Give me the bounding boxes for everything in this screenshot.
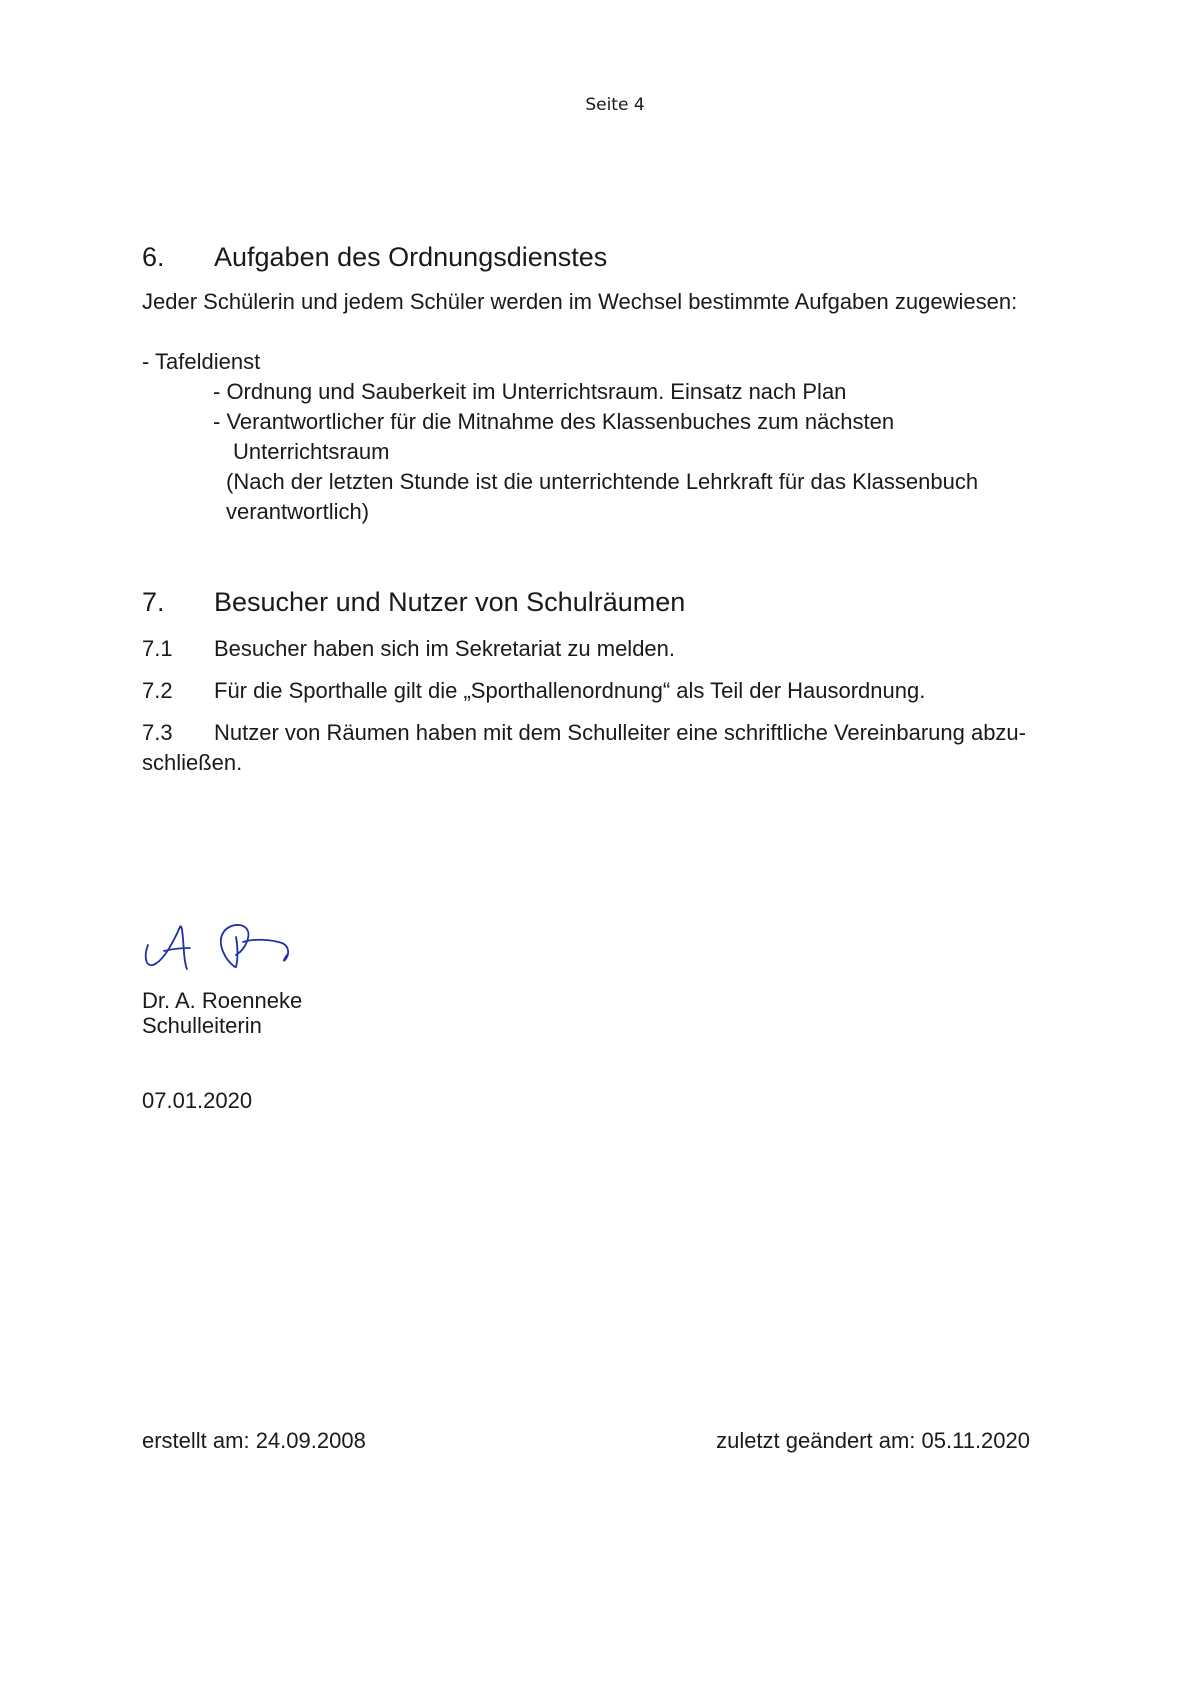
list-item: - Verantwortlicher für die Mitnahme des Klassenbuches zum nächsten bbox=[213, 409, 895, 434]
handwritten-signature bbox=[140, 915, 310, 975]
list-item: - Ordnung und Sauberkeit im Unterrichtsraum. Einsatz nach Plan bbox=[213, 379, 847, 404]
section-6-title: Aufgaben des Ordnungsdienstes bbox=[214, 242, 608, 272]
list-item-continuation: Unterrichtsraum bbox=[233, 439, 390, 464]
list-note: (Nach der letzten Stunde ist die unterrichtende Lehrkraft für das Klassenbuch bbox=[226, 469, 979, 494]
clause-text-continuation: schließen. bbox=[142, 750, 243, 775]
signatory-role: Schulleiterin bbox=[142, 1013, 262, 1038]
clause-number: 7.2 bbox=[142, 678, 173, 703]
section-6-intro: Jeder Schülerin und jedem Schüler werden im Wechsel bestimmte Aufgaben zugewiesen: bbox=[142, 289, 1018, 314]
clause-text: Nutzer von Räumen haben mit dem Schulleiter eine schriftliche Vereinbarung abzu- bbox=[214, 720, 1026, 745]
page-header: Seite 4 bbox=[585, 95, 645, 115]
section-7-title: Besucher und Nutzer von Schulräumen bbox=[214, 587, 686, 617]
clause-text: Für die Sporthalle gilt die „Sporthallenordnung“ als Teil der Hausordnung. bbox=[214, 678, 926, 703]
clause-number: 7.3 bbox=[142, 720, 173, 745]
signature-date: 07.01.2020 bbox=[142, 1088, 253, 1113]
list-note-continuation: verantwortlich) bbox=[226, 499, 370, 524]
created-date: erstellt am: 24.09.2008 bbox=[142, 1428, 366, 1453]
list-head-tafeldienst: - Tafeldienst bbox=[142, 349, 261, 374]
section-6-number: 6. bbox=[142, 242, 165, 272]
signatory-name: Dr. A. Roenneke bbox=[142, 988, 303, 1013]
clause-number: 7.1 bbox=[142, 636, 173, 661]
section-7-number: 7. bbox=[142, 587, 165, 617]
modified-date: zuletzt geändert am: 05.11.2020 bbox=[716, 1428, 1030, 1453]
clause-text: Besucher haben sich im Sekretariat zu melden. bbox=[214, 636, 676, 661]
